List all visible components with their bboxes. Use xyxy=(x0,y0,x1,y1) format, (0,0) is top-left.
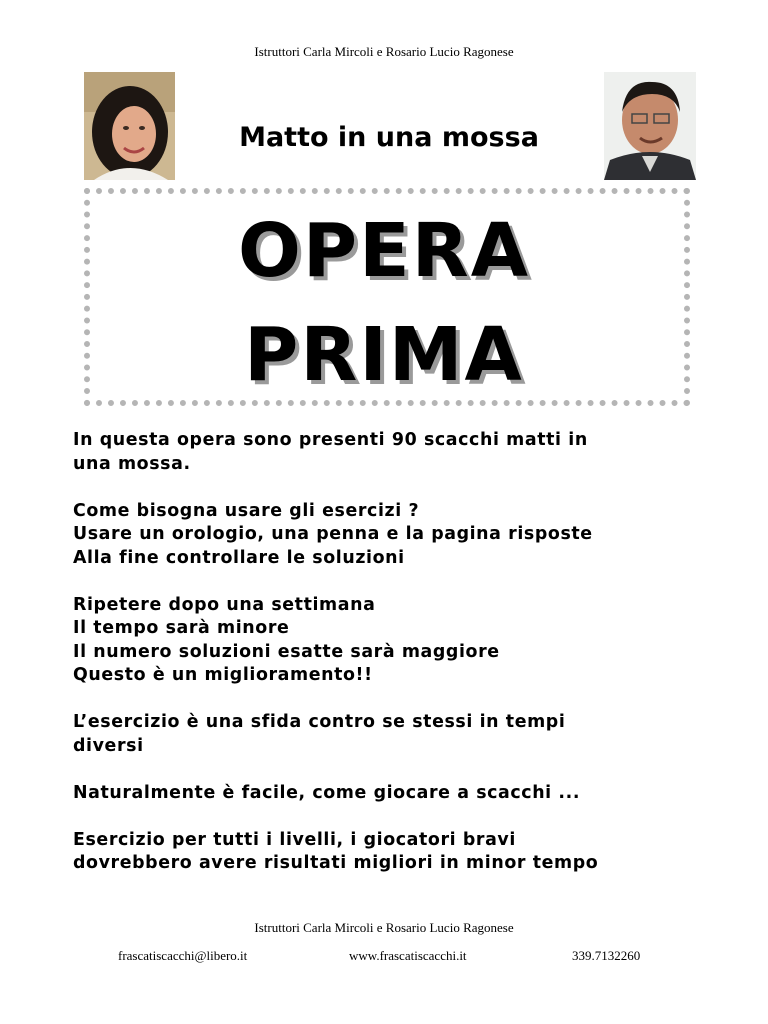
contact-email[interactable]: frascatiscacchi@libero.it xyxy=(118,948,248,963)
contact-phone: 339.7132260 xyxy=(572,948,641,963)
text-line: una mossa. xyxy=(73,453,191,474)
body-text xyxy=(73,429,713,899)
text-line: Questo è un miglioramento!! xyxy=(73,665,373,685)
text-line: Alla fine controllare le soluzioni xyxy=(73,547,405,568)
paragraph-repeat xyxy=(73,594,713,688)
text-line: Il tempo sarà minore xyxy=(73,618,290,638)
text-line: Usare un orologio, una penna e la pagina risposte xyxy=(73,524,593,544)
text-line: dovrebbero avere risultati migliori in minor tempo xyxy=(73,853,599,873)
paragraph-easy xyxy=(73,782,713,806)
contact-website[interactable]: www.frascatiscacchi.it xyxy=(349,948,467,963)
text-line: L’esercizio è una sfida contro se stessi in tempi xyxy=(73,712,566,732)
title-line-2: PRIMA xyxy=(244,312,524,398)
paragraph-how-to xyxy=(73,500,713,571)
text-line: In questa opera sono presenti 90 scacchi matti in xyxy=(73,430,588,450)
subtitle: Matto in una mossa xyxy=(239,122,539,153)
text-line: Il numero soluzioni esatte sarà maggiore xyxy=(73,641,500,662)
title-line-1: OPERA xyxy=(238,208,530,294)
text-line: Come bisogna usare gli esercizi ? xyxy=(73,500,420,521)
paragraph-challenge xyxy=(73,711,713,758)
paragraph-levels xyxy=(73,829,713,876)
paragraph-intro xyxy=(73,429,713,476)
footer-instructors: Istruttori Carla Mircoli e Rosario Lucio Ragonese xyxy=(254,920,514,935)
text-line: Esercizio per tutti i livelli, i giocatori bravi xyxy=(73,829,516,850)
text-line: diversi xyxy=(73,735,144,756)
header-instructors: Istruttori Carla Mircoli e Rosario Lucio Ragonese xyxy=(254,44,514,59)
text-line: Ripetere dopo una settimana xyxy=(73,594,376,615)
text-line: Naturalmente è facile, come giocare a scacchi ... xyxy=(73,782,581,803)
